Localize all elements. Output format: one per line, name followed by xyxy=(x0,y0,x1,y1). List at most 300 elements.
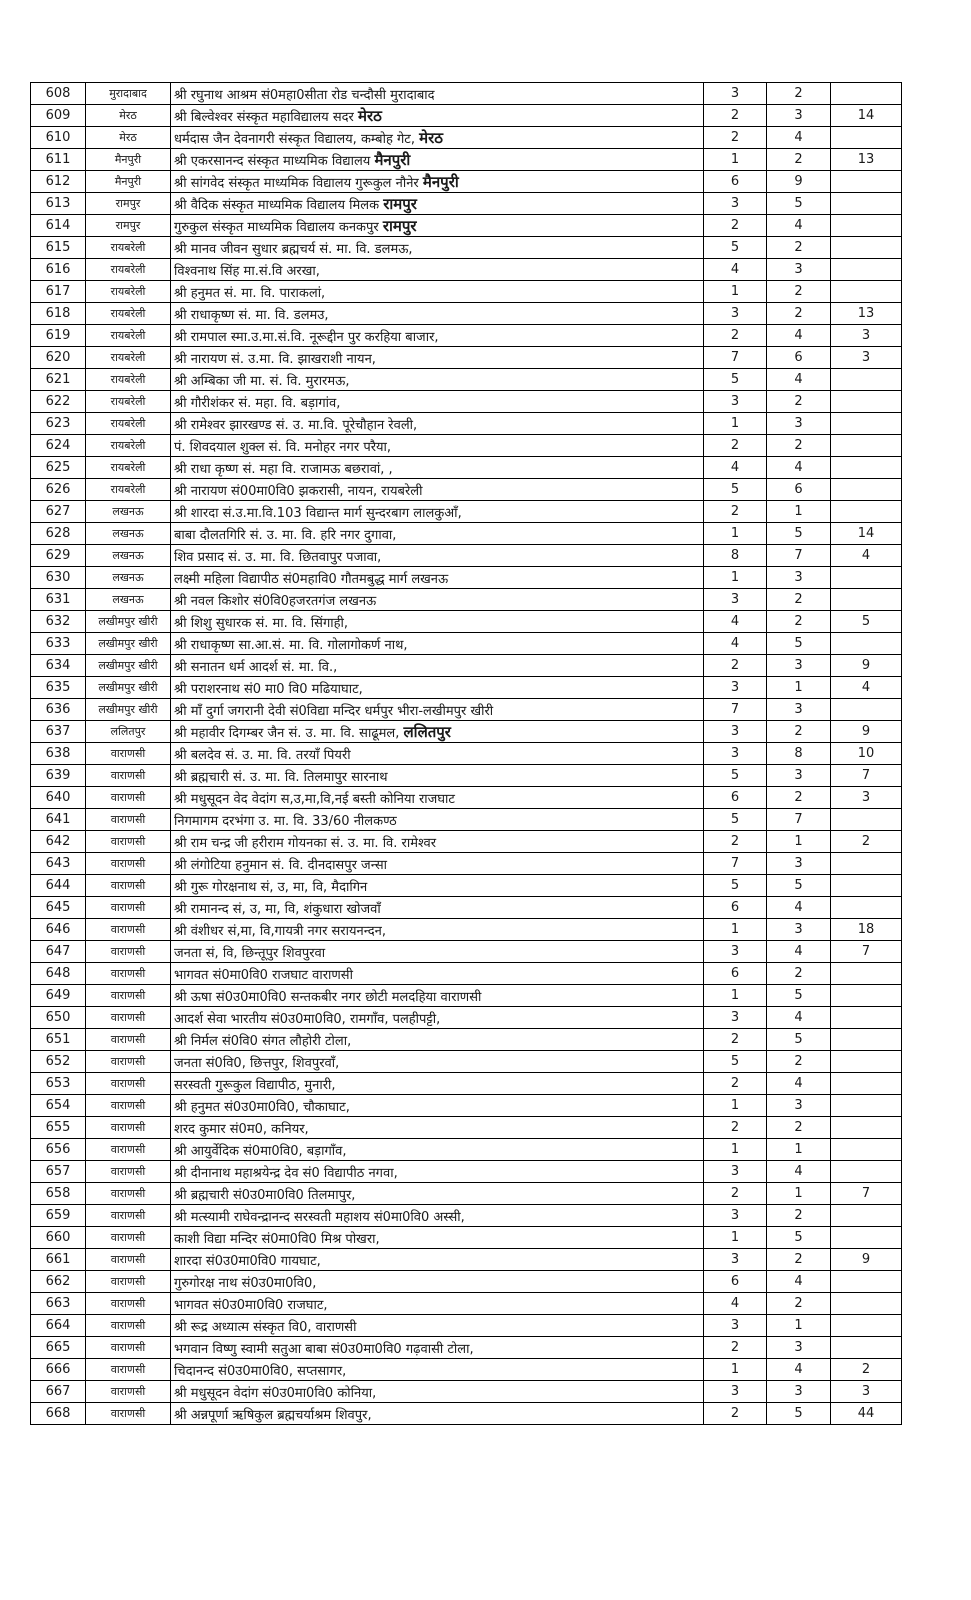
table-row xyxy=(31,1095,902,1117)
value1-cell: 6 xyxy=(704,787,767,809)
value2-cell: 1 xyxy=(767,831,831,853)
district-cell: वाराणसी xyxy=(86,831,171,853)
district-cell: लखनऊ xyxy=(86,523,171,545)
table-row xyxy=(31,1271,902,1293)
table-row xyxy=(31,875,902,897)
table-row xyxy=(31,105,902,127)
serial-cell: 664 xyxy=(31,1315,86,1337)
table-row xyxy=(31,1403,902,1425)
value1-cell: 3 xyxy=(704,1249,767,1271)
value1-cell: 3 xyxy=(704,1315,767,1337)
serial-cell: 648 xyxy=(31,963,86,985)
district-cell: वाराणसी xyxy=(86,1161,171,1183)
value3-cell xyxy=(831,1073,902,1095)
value2-cell: 5 xyxy=(767,1403,831,1425)
table-row xyxy=(31,325,902,347)
school-name: श्री राम चन्द्र जी हरीराम गोयनका सं. उ. मा. वि. रामेश्वर xyxy=(174,835,437,851)
district-cell: मेरठ xyxy=(86,105,171,127)
district-cell: वाराणसी xyxy=(86,809,171,831)
table-row xyxy=(31,1359,902,1381)
school-cell xyxy=(171,1381,704,1403)
value2-cell: 1 xyxy=(767,1183,831,1205)
serial-cell: 636 xyxy=(31,699,86,721)
table-row xyxy=(31,1315,902,1337)
value3-cell xyxy=(831,1139,902,1161)
value2-cell: 4 xyxy=(767,127,831,149)
value3-cell xyxy=(831,391,902,413)
school-name: श्री नारायण सं. उ.मा. वि. झाखराशी नायन, xyxy=(174,351,376,367)
serial-cell: 620 xyxy=(31,347,86,369)
school-city-bold: मेरठ xyxy=(419,128,443,147)
school-name: श्री बलदेव सं. उ. मा. वि. तरयाँ पियरी xyxy=(174,747,351,763)
value3-cell xyxy=(831,1205,902,1227)
district-cell: वाराणसी xyxy=(86,1381,171,1403)
value2-cell: 1 xyxy=(767,501,831,523)
school-name: श्री रामानन्द सं, उ, मा, वि, शंकुधारा खोजवाँ xyxy=(174,901,381,917)
value1-cell: 3 xyxy=(704,193,767,215)
value1-cell: 3 xyxy=(704,721,767,743)
table-row xyxy=(31,853,902,875)
value2-cell: 2 xyxy=(767,611,831,633)
value1-cell: 3 xyxy=(704,941,767,963)
table-row xyxy=(31,1381,902,1403)
district-cell: वाराणसी xyxy=(86,1403,171,1425)
value2-cell: 4 xyxy=(767,215,831,237)
school-name: भगवान विष्णु स्वामी सतुआ बाबा सं0उ0मा0वि0 गढ़वासी टोला, xyxy=(174,1341,474,1357)
district-cell: वाराणसी xyxy=(86,1139,171,1161)
value3-cell xyxy=(831,567,902,589)
table-row xyxy=(31,1117,902,1139)
district-cell: वाराणसी xyxy=(86,919,171,941)
value1-cell: 4 xyxy=(704,611,767,633)
serial-cell: 610 xyxy=(31,127,86,149)
table-row xyxy=(31,1161,902,1183)
value3-cell xyxy=(831,237,902,259)
value3-cell xyxy=(831,1337,902,1359)
serial-cell: 628 xyxy=(31,523,86,545)
value2-cell: 3 xyxy=(767,655,831,677)
school-name: पं. शिवदयाल शुक्ल सं. वि. मनोहर नगर परैया, xyxy=(174,439,392,455)
value2-cell: 2 xyxy=(767,303,831,325)
value2-cell: 3 xyxy=(767,853,831,875)
school-name: श्री महावीर दिगम्बर जैन सं. उ. मा. वि. साढूमल, xyxy=(174,725,404,741)
value2-cell: 5 xyxy=(767,1029,831,1051)
value1-cell: 1 xyxy=(704,1095,767,1117)
value3-cell xyxy=(831,1227,902,1249)
value2-cell: 7 xyxy=(767,545,831,567)
table-row xyxy=(31,941,902,963)
school-name: विश्वनाथ सिंह मा.सं.वि अरखा, xyxy=(174,263,320,279)
serial-cell: 635 xyxy=(31,677,86,699)
value1-cell: 3 xyxy=(704,589,767,611)
school-cell xyxy=(171,127,704,149)
table-row xyxy=(31,897,902,919)
value1-cell: 3 xyxy=(704,743,767,765)
serial-cell: 629 xyxy=(31,545,86,567)
school-cell xyxy=(171,963,704,985)
school-name: श्री शारदा सं.उ.मा.वि.103 विद्यान्त मार्ग सुन्दरबाग लालकुआँ, xyxy=(174,505,462,521)
serial-cell: 616 xyxy=(31,259,86,281)
serial-cell: 618 xyxy=(31,303,86,325)
school-name: श्री रघुनाथ आश्रम सं0महा0सीता रोड चन्दौसी मुरादाबाद xyxy=(174,87,435,103)
value2-cell: 2 xyxy=(767,1051,831,1073)
value3-cell xyxy=(831,699,902,721)
serial-cell: 639 xyxy=(31,765,86,787)
value3-cell xyxy=(831,1029,902,1051)
value2-cell: 3 xyxy=(767,1095,831,1117)
school-cell xyxy=(171,1161,704,1183)
value1-cell: 1 xyxy=(704,1139,767,1161)
school-name: धर्मदास जैन देवनागरी संस्कृत विद्यालय, कम्बोह गेट, xyxy=(174,131,420,147)
table-row xyxy=(31,435,902,457)
district-cell: लखीमपुर खीरी xyxy=(86,677,171,699)
school-name: जनता सं0वि0, छित्तपुर, शिवपुरवाँ, xyxy=(174,1055,340,1071)
district-cell: लखीमपुर खीरी xyxy=(86,611,171,633)
district-cell: वाराणसी xyxy=(86,1007,171,1029)
school-cell xyxy=(171,1271,704,1293)
school-cell xyxy=(171,809,704,831)
value1-cell: 2 xyxy=(704,501,767,523)
school-city-bold: मेरठ xyxy=(357,106,382,125)
value1-cell: 3 xyxy=(704,677,767,699)
table-row xyxy=(31,633,902,655)
value2-cell: 5 xyxy=(767,985,831,1007)
serial-cell: 641 xyxy=(31,809,86,831)
school-cell xyxy=(171,193,704,215)
value3-cell: 44 xyxy=(831,1403,902,1425)
value1-cell: 3 xyxy=(704,83,767,105)
serial-cell: 609 xyxy=(31,105,86,127)
value2-cell: 6 xyxy=(767,347,831,369)
school-name: शरद कुमार सं0म0, कनियर, xyxy=(174,1121,309,1137)
serial-cell: 638 xyxy=(31,743,86,765)
schools-table xyxy=(30,82,902,1425)
district-cell: रायबरेली xyxy=(86,259,171,281)
school-cell xyxy=(171,1139,704,1161)
value3-cell: 10 xyxy=(831,743,902,765)
value3-cell: 3 xyxy=(831,1381,902,1403)
school-cell xyxy=(171,765,704,787)
value1-cell: 1 xyxy=(704,985,767,1007)
school-cell xyxy=(171,1117,704,1139)
school-name: श्री दीनानाथ महाश्रयेन्द्र देव सं0 विद्यापीठ नगवा, xyxy=(174,1165,398,1181)
school-cell xyxy=(171,523,704,545)
serial-cell: 642 xyxy=(31,831,86,853)
value3-cell xyxy=(831,985,902,1007)
district-cell: मेरठ xyxy=(86,127,171,149)
school-city-bold: मैनपुरी xyxy=(374,150,411,169)
serial-cell: 621 xyxy=(31,369,86,391)
district-cell: वाराणसी xyxy=(86,1117,171,1139)
value3-cell xyxy=(831,171,902,193)
value3-cell xyxy=(831,809,902,831)
school-city-bold: रामपुर xyxy=(383,194,417,213)
value3-cell: 7 xyxy=(831,941,902,963)
school-name: श्री वैदिक संस्कृत माध्यमिक विद्यालय मिलक xyxy=(174,197,384,213)
table-row xyxy=(31,1183,902,1205)
district-cell: लखनऊ xyxy=(86,589,171,611)
school-cell xyxy=(171,1007,704,1029)
school-name: चिदानन्द सं0उ0मा0वि0, सप्तसागर, xyxy=(174,1363,347,1379)
value2-cell: 2 xyxy=(767,83,831,105)
value2-cell: 4 xyxy=(767,369,831,391)
table-row xyxy=(31,655,902,677)
value1-cell: 2 xyxy=(704,1183,767,1205)
value1-cell: 2 xyxy=(704,1337,767,1359)
district-cell: रायबरेली xyxy=(86,369,171,391)
value2-cell: 3 xyxy=(767,919,831,941)
school-cell xyxy=(171,1315,704,1337)
district-cell: वाराणसी xyxy=(86,1227,171,1249)
school-name: आदर्श सेवा भारतीय सं0उ0मा0वि0, रामगाँव, पलहीपट्टी, xyxy=(174,1011,441,1027)
district-cell: रायबरेली xyxy=(86,413,171,435)
school-cell xyxy=(171,611,704,633)
value2-cell: 2 xyxy=(767,1293,831,1315)
school-name: श्री अम्बिका जी मा. सं. वि. मुरारमऊ, xyxy=(174,373,350,389)
value1-cell: 2 xyxy=(704,1029,767,1051)
serial-cell: 614 xyxy=(31,215,86,237)
school-cell xyxy=(171,1293,704,1315)
value1-cell: 3 xyxy=(704,1205,767,1227)
district-cell: रामपुर xyxy=(86,215,171,237)
value2-cell: 2 xyxy=(767,787,831,809)
school-name: श्री माँ दुर्गा जगरानी देवी सं0विद्या मन्दिर धर्मपुर भीरा-लखीमपुर खीरी xyxy=(174,703,494,719)
district-cell: ललितपुर xyxy=(86,721,171,743)
value3-cell: 4 xyxy=(831,545,902,567)
district-cell: वाराणसी xyxy=(86,985,171,1007)
table-row xyxy=(31,831,902,853)
serial-cell: 645 xyxy=(31,897,86,919)
serial-cell: 658 xyxy=(31,1183,86,1205)
value1-cell: 3 xyxy=(704,303,767,325)
school-name: श्री बिल्वेश्वर संस्कृत महाविद्यालय सदर xyxy=(174,109,358,125)
value1-cell: 3 xyxy=(704,1007,767,1029)
school-name: भागवत सं0उ0मा0वि0 राजघाट, xyxy=(174,1297,328,1313)
school-name: श्री रामेश्वर झारखण्ड सं. उ. मा.वि. पूरेचौहान रेवली, xyxy=(174,417,418,433)
value1-cell: 2 xyxy=(704,831,767,853)
value1-cell: 2 xyxy=(704,215,767,237)
serial-cell: 627 xyxy=(31,501,86,523)
value3-cell: 14 xyxy=(831,105,902,127)
value1-cell: 1 xyxy=(704,413,767,435)
value3-cell xyxy=(831,259,902,281)
school-cell xyxy=(171,1249,704,1271)
value3-cell xyxy=(831,193,902,215)
school-cell xyxy=(171,1227,704,1249)
district-cell: वाराणसी xyxy=(86,1249,171,1271)
table-row xyxy=(31,127,902,149)
table-row xyxy=(31,809,902,831)
table-row xyxy=(31,1139,902,1161)
school-name: श्री पराशरनाथ सं0 मा0 वि0 मढियाघाट, xyxy=(174,681,363,697)
serial-cell: 630 xyxy=(31,567,86,589)
district-cell: वाराणसी xyxy=(86,1073,171,1095)
value3-cell: 13 xyxy=(831,303,902,325)
school-cell xyxy=(171,303,704,325)
value3-cell: 9 xyxy=(831,1249,902,1271)
school-cell xyxy=(171,567,704,589)
school-name: श्री रामपाल स्मा.उ.मा.सं.वि. नूरूद्दीन पुर करहिया बाजार, xyxy=(174,329,439,345)
serial-cell: 657 xyxy=(31,1161,86,1183)
school-name: श्री सांगवेद संस्कृत माध्यमिक विद्यालय गुरूकुल नौनेर xyxy=(174,175,423,191)
school-name: सरस्वती गुरूकुल विद्यापीठ, मुनारी, xyxy=(174,1077,336,1093)
value2-cell: 4 xyxy=(767,1161,831,1183)
school-name: श्री ब्रह्मचारी सं0उ0मा0वि0 तिलमापुर, xyxy=(174,1187,356,1203)
table-row xyxy=(31,369,902,391)
school-cell xyxy=(171,1205,704,1227)
serial-cell: 660 xyxy=(31,1227,86,1249)
value1-cell: 5 xyxy=(704,369,767,391)
serial-cell: 637 xyxy=(31,721,86,743)
table-row xyxy=(31,391,902,413)
school-name: गुरुगोरक्ष नाथ सं0उ0मा0वि0, xyxy=(174,1275,317,1291)
table-row xyxy=(31,699,902,721)
district-cell: लखनऊ xyxy=(86,567,171,589)
district-cell: रायबरेली xyxy=(86,281,171,303)
table-row xyxy=(31,1227,902,1249)
table-row xyxy=(31,589,902,611)
school-cell xyxy=(171,281,704,303)
serial-cell: 656 xyxy=(31,1139,86,1161)
value1-cell: 2 xyxy=(704,655,767,677)
value3-cell xyxy=(831,127,902,149)
district-cell: मैनपुरी xyxy=(86,171,171,193)
serial-cell: 631 xyxy=(31,589,86,611)
school-name: श्री निर्मल सं0वि0 संगत लौहोरी टोला, xyxy=(174,1033,352,1049)
school-cell xyxy=(171,1073,704,1095)
school-cell xyxy=(171,545,704,567)
school-name: श्री सनातन धर्म आदर्श सं. मा. वि., xyxy=(174,659,338,675)
table-row xyxy=(31,611,902,633)
serial-cell: 634 xyxy=(31,655,86,677)
value2-cell: 7 xyxy=(767,809,831,831)
value3-cell xyxy=(831,1315,902,1337)
school-cell xyxy=(171,347,704,369)
school-name: शिव प्रसाद सं. उ. मा. वि. छितवापुर पजावा, xyxy=(174,549,382,565)
school-cell xyxy=(171,501,704,523)
district-cell: वाराणसी xyxy=(86,853,171,875)
value2-cell: 4 xyxy=(767,897,831,919)
district-cell: रायबरेली xyxy=(86,391,171,413)
district-cell: वाराणसी xyxy=(86,1095,171,1117)
district-cell: लखनऊ xyxy=(86,501,171,523)
value3-cell xyxy=(831,1161,902,1183)
school-cell xyxy=(171,1403,704,1425)
value3-cell xyxy=(831,479,902,501)
school-cell xyxy=(171,105,704,127)
table-row xyxy=(31,215,902,237)
table-row xyxy=(31,413,902,435)
school-cell xyxy=(171,413,704,435)
serial-cell: 654 xyxy=(31,1095,86,1117)
value3-cell: 3 xyxy=(831,325,902,347)
school-name: श्री हनुमत सं. मा. वि. पाराकलां, xyxy=(174,285,326,301)
table-row xyxy=(31,1249,902,1271)
serial-cell: 625 xyxy=(31,457,86,479)
value2-cell: 2 xyxy=(767,1117,831,1139)
value1-cell: 5 xyxy=(704,809,767,831)
school-cell xyxy=(171,897,704,919)
district-cell: वाराणसी xyxy=(86,765,171,787)
value1-cell: 4 xyxy=(704,259,767,281)
school-name: श्री राधाकृष्ण सं. मा. वि. डलमउ, xyxy=(174,307,329,323)
table-row xyxy=(31,1293,902,1315)
serial-cell: 622 xyxy=(31,391,86,413)
serial-cell: 659 xyxy=(31,1205,86,1227)
value2-cell: 2 xyxy=(767,391,831,413)
value1-cell: 5 xyxy=(704,479,767,501)
school-cell xyxy=(171,149,704,171)
serial-cell: 640 xyxy=(31,787,86,809)
school-cell xyxy=(171,259,704,281)
value1-cell: 7 xyxy=(704,699,767,721)
serial-cell: 667 xyxy=(31,1381,86,1403)
value1-cell: 1 xyxy=(704,567,767,589)
district-cell: मुरादाबाद xyxy=(86,83,171,105)
school-name: श्री ब्रह्मचारी सं. उ. मा. वि. तिलमापुर सारनाथ xyxy=(174,769,388,785)
value2-cell: 4 xyxy=(767,1271,831,1293)
serial-cell: 653 xyxy=(31,1073,86,1095)
district-cell: रायबरेली xyxy=(86,435,171,457)
school-name: बाबा दौलतगिरि सं. उ. मा. वि. हरि नगर दुगावा, xyxy=(174,527,397,543)
serial-cell: 662 xyxy=(31,1271,86,1293)
value2-cell: 3 xyxy=(767,699,831,721)
value3-cell: 7 xyxy=(831,1183,902,1205)
value1-cell: 3 xyxy=(704,1381,767,1403)
value3-cell xyxy=(831,897,902,919)
value1-cell: 1 xyxy=(704,281,767,303)
table-row xyxy=(31,237,902,259)
value1-cell: 2 xyxy=(704,127,767,149)
value2-cell: 2 xyxy=(767,149,831,171)
district-cell: वाराणसी xyxy=(86,963,171,985)
school-name: श्री राधा कृष्ण सं. महा वि. राजामऊ बछरावां, , xyxy=(174,461,393,477)
value3-cell xyxy=(831,853,902,875)
table-row xyxy=(31,743,902,765)
serial-cell: 624 xyxy=(31,435,86,457)
value3-cell xyxy=(831,1117,902,1139)
serial-cell: 623 xyxy=(31,413,86,435)
school-name: गुरुकुल संस्कृत माध्यमिक विद्यालय कनकपुर xyxy=(174,219,383,235)
value2-cell: 1 xyxy=(767,1315,831,1337)
value1-cell: 5 xyxy=(704,765,767,787)
value2-cell: 3 xyxy=(767,259,831,281)
value3-cell: 4 xyxy=(831,677,902,699)
school-cell xyxy=(171,83,704,105)
school-name: श्री हनुमत सं0उ0मा0वि0, चौकाघाट, xyxy=(174,1099,350,1115)
district-cell: वाराणसी xyxy=(86,787,171,809)
table-row xyxy=(31,171,902,193)
serial-cell: 643 xyxy=(31,853,86,875)
serial-cell: 663 xyxy=(31,1293,86,1315)
district-cell: लखनऊ xyxy=(86,545,171,567)
value1-cell: 6 xyxy=(704,897,767,919)
school-name: श्री वंशीधर सं,मा, वि,गायत्री नगर सरायनन्दन, xyxy=(174,923,387,939)
value3-cell: 7 xyxy=(831,765,902,787)
value1-cell: 7 xyxy=(704,853,767,875)
district-cell: वाराणसी xyxy=(86,1315,171,1337)
value1-cell: 8 xyxy=(704,545,767,567)
table-row xyxy=(31,567,902,589)
school-city-bold: ललितपुर xyxy=(403,722,451,741)
district-cell: रायबरेली xyxy=(86,479,171,501)
serial-cell: 617 xyxy=(31,281,86,303)
serial-cell: 652 xyxy=(31,1051,86,1073)
district-cell: वाराणसी xyxy=(86,1205,171,1227)
value2-cell: 3 xyxy=(767,1381,831,1403)
serial-cell: 646 xyxy=(31,919,86,941)
value3-cell: 14 xyxy=(831,523,902,545)
